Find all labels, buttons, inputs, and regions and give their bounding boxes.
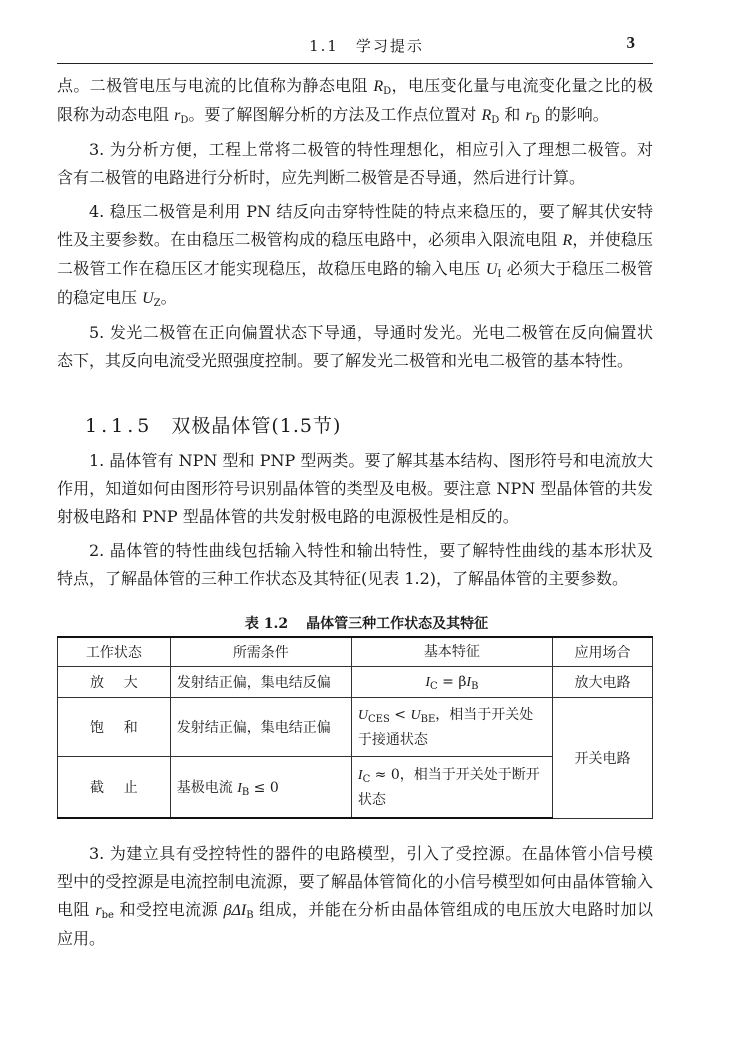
header-rule: [57, 63, 653, 64]
header-feature: 基本特征: [351, 637, 552, 667]
table-header-row: [58, 637, 653, 667]
header-application: 应用场合: [552, 637, 652, 667]
transistor-states-table: [57, 636, 653, 819]
page-number: 3: [626, 33, 635, 52]
paragraph-led-photodiode: 5. 发光二极管在正向偏置状态下导通，导通时发光。光电二极管在反向偏置状态下，其反向电流受光照强度控制。要了解发光二极管和光电二极管的基本特性。: [57, 323, 653, 370]
paragraph-controlled-source: 3. 为建立具有受控特性的器件的电路模型，引入了受控源。在晶体管小信号模型中的受控源是电流控制电流源，要了解晶体管简化的小信号模型如何由晶体管输入电阻 $r_{be}$ 和受控电流源 βΔI$_B$ 组成，并能在分析由晶体管组成的电压放大电路时加以应用。: [57, 844, 653, 948]
section-title: 双极晶体管(1.5节): [171, 415, 342, 437]
section-heading: [85, 411, 341, 438]
body-text-top: [57, 72, 653, 381]
body-text-transistor: [57, 447, 653, 599]
table-row-amplify: 放 大 发射结正偏，集电结反偏 $I_C = \beta I_B$ 放大电路: [58, 667, 653, 698]
section-number: 1.1.5: [85, 415, 154, 437]
paragraph-zener-diode: 4. 稳压二极管是利用 PN 结反向击穿特性陡的特点来稳压的，要了解其伏安特性及主要参数。在由稳压二极管构成的稳压电路中，必须串入限流电阻 R，并使稳压二极管工作在稳压区才能实现稳压，故稳压电路的输入电压 $U_I$ 必须大于稳压二极管的稳定电压 $U_Z$。: [57, 202, 653, 309]
header-state: 工作状态: [58, 637, 171, 667]
paragraph-diode-resistance: 点。二极管电压与电流的比值称为静态电阻 $R_D$，电压变化量与电流变化量之比的极限称为动态电阻 $r_D$。要了解图解分析的方法及工作点位置对 $R_D$ 和 $r_D$ 的影响。: [57, 76, 653, 126]
table-row-cutoff: 截 止 基极电流 $I_B \le 0$ $I_C \approx 0$，相当于开关处于断开状态: [58, 757, 653, 819]
paragraph-npn-pnp: 1. 晶体管有 NPN 型和 PNP 型两类。要了解其基本结构、图形符号和电流放大作用，知道如何由图形符号识别晶体管的类型及电极。要注意 NPN 型晶体管的共发射极电路和 PNP 型晶体管的共发射极电路的电源极性是相反的。: [57, 451, 653, 526]
paragraph-ideal-diode: 3. 为分析方便，工程上常将二极管的特性理想化，相应引入了理想二极管。对含有二极管的电路进行分析时，应先判断二极管是否导通，然后进行计算。: [57, 140, 653, 187]
body-text-bottom: [57, 840, 653, 953]
table-caption: 表 1.2 晶体管三种工作状态及其特征: [244, 616, 489, 632]
table-row-saturation: 饱 和 发射结正偏，集电结正偏 $U_{CES} < U_{BE}$，相当于开关处于接通状态 开关电路: [58, 698, 653, 757]
application-switch: 开关电路: [552, 698, 652, 819]
paragraph-characteristic-curves: 2. 晶体管的特性曲线包括输入特性和输出特性，要了解特性曲线的基本形状及特点，了解晶体管的三种工作状态及其特征(见表 1.2)，了解晶体管的主要参数。: [57, 541, 653, 588]
running-header-title: 1.1 学习提示: [309, 37, 424, 55]
header-condition: 所需条件: [170, 637, 351, 667]
